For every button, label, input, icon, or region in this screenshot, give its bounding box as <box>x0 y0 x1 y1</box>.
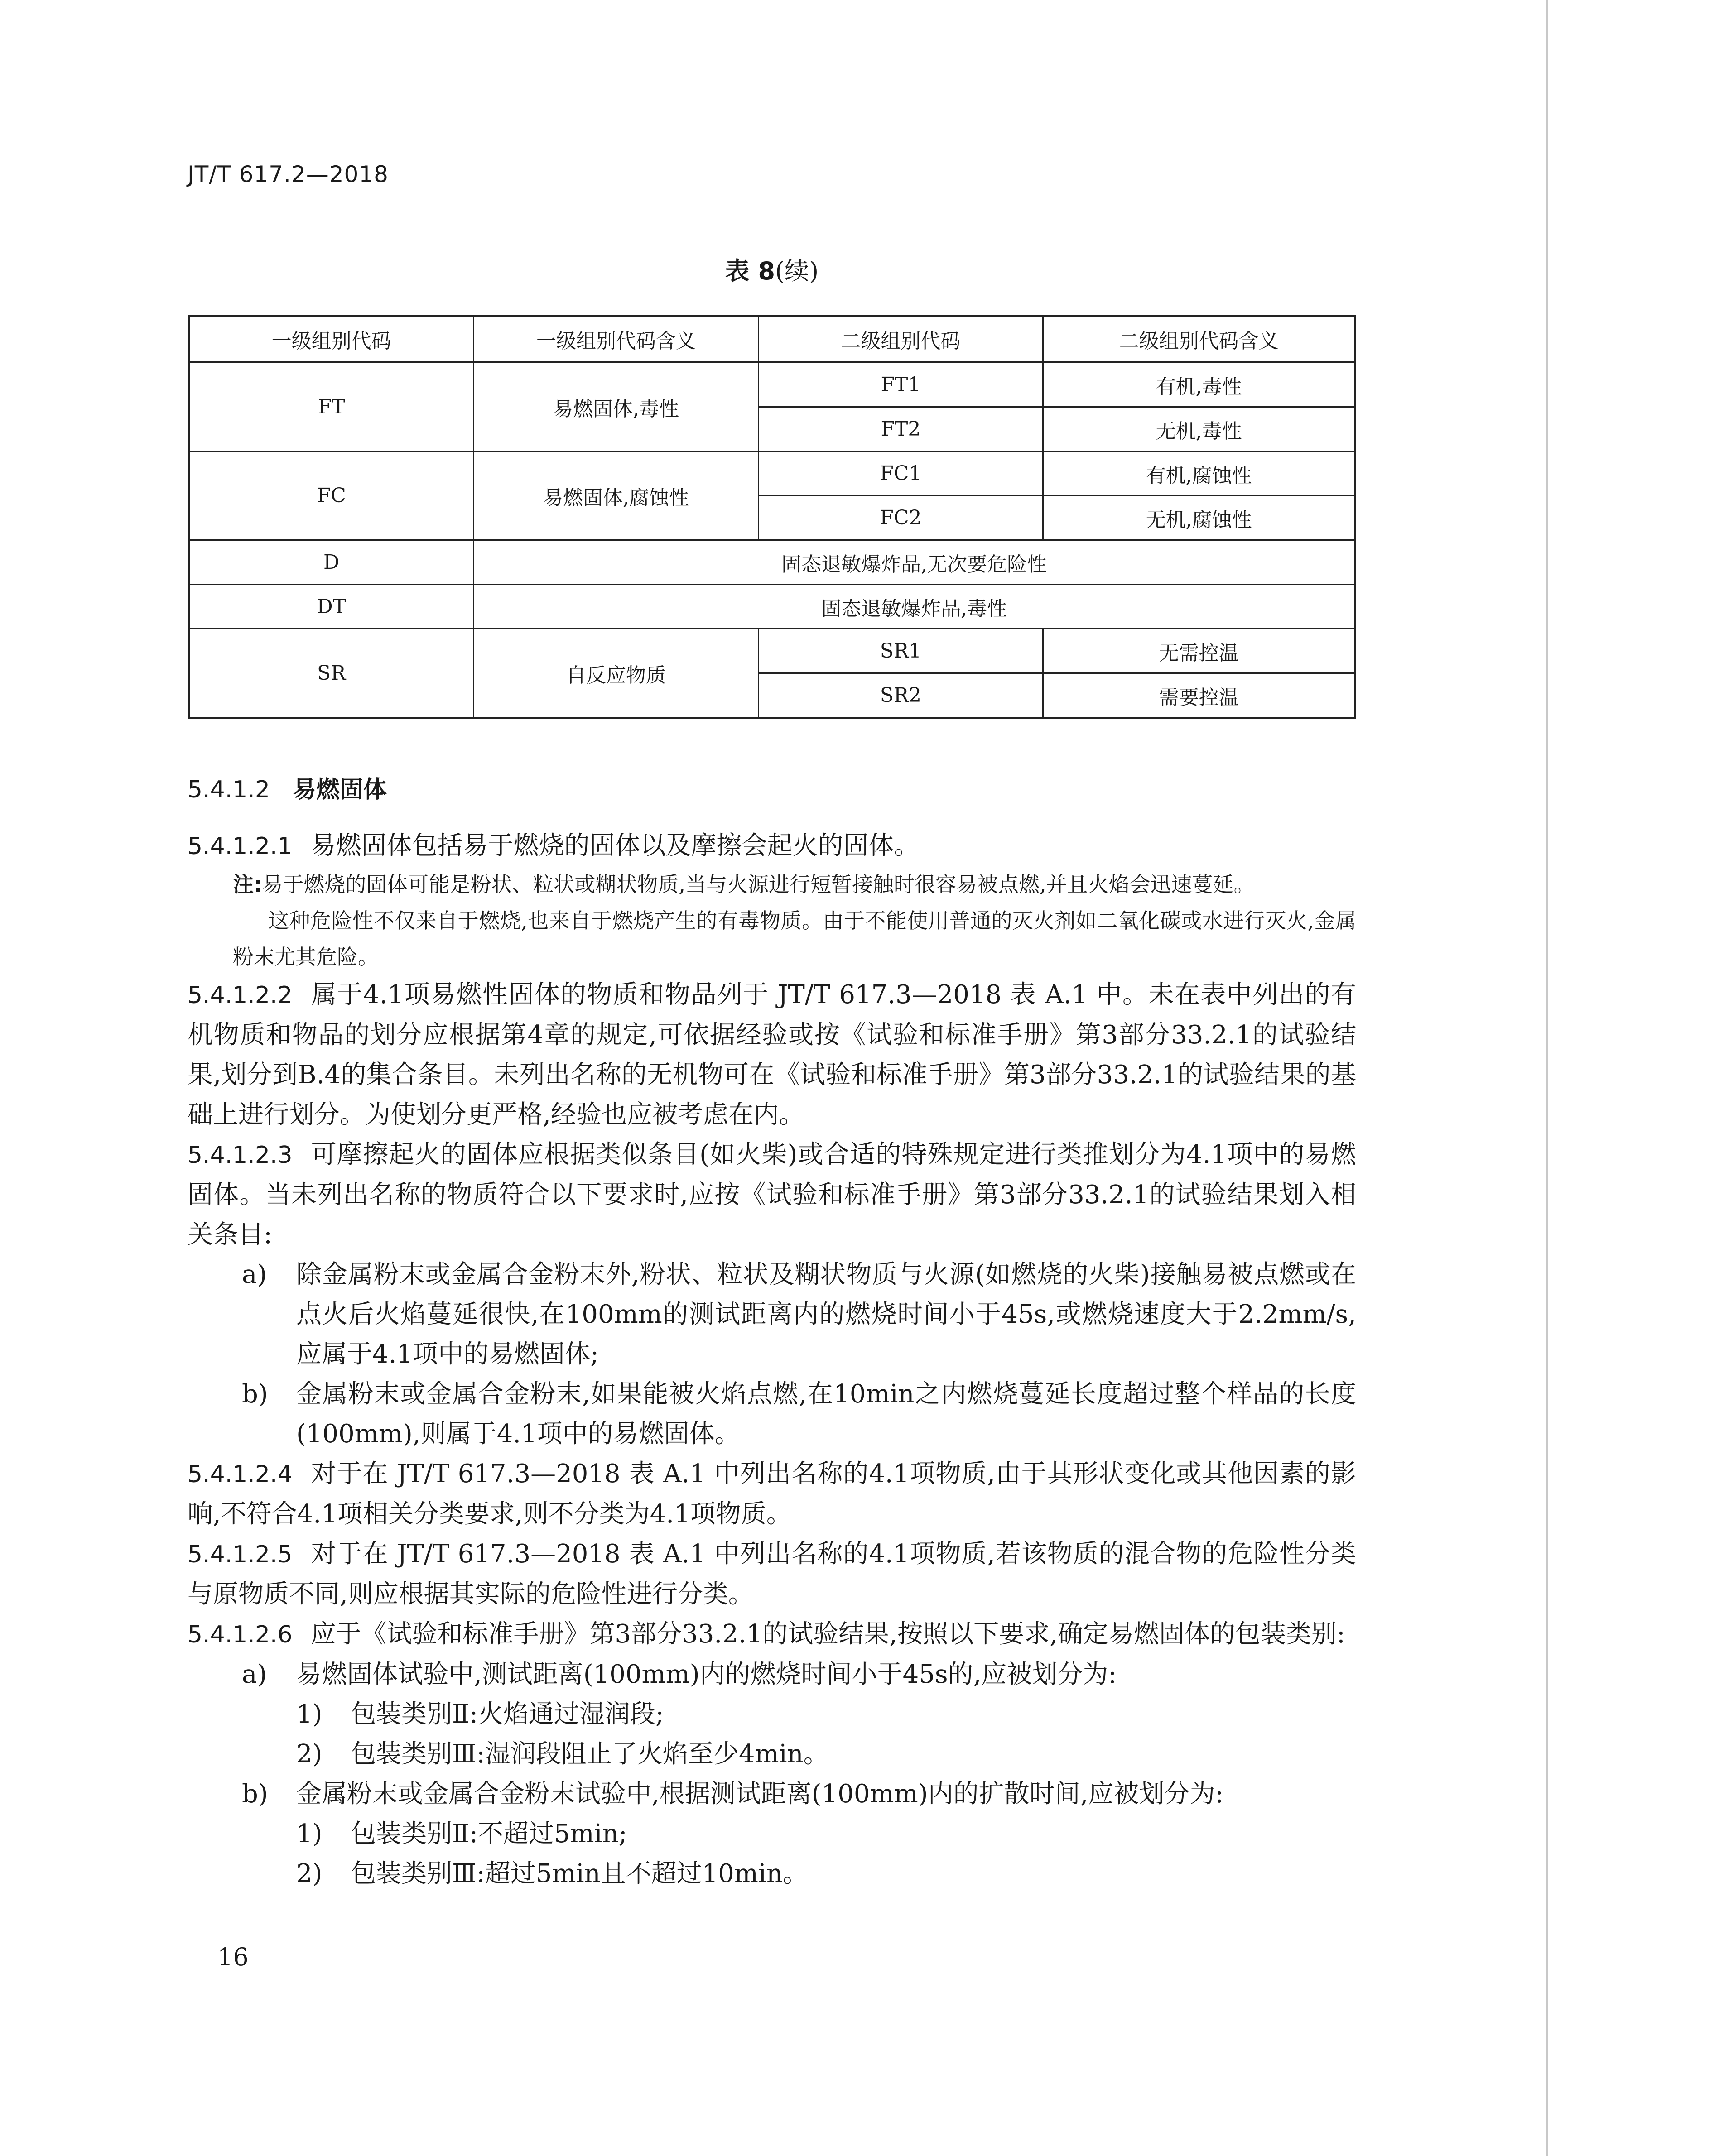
list-item <box>242 1374 1356 1454</box>
list-item <box>242 1774 1356 1814</box>
sub-list-item <box>296 1695 1356 1734</box>
list-marker: 2) <box>296 1859 323 1888</box>
section-number: 5.4.1.2 <box>188 776 270 803</box>
table-header-row <box>189 317 1355 362</box>
list-text: 金属粉末或金属合金粉末,如果能被火焰点燃,在10min之内燃烧蔓延长度超过整个样品的长度(100mm),则属于4.1项中的易燃固体。 <box>296 1379 1356 1449</box>
cell-subcode-ft1: FT1 <box>758 362 1043 407</box>
standard-code: JT/T 617.2—2018 <box>188 161 389 187</box>
sub-list-item <box>296 1854 1356 1894</box>
list-text: 包装类别Ⅱ:火焰通过湿润段; <box>351 1700 664 1729</box>
list-marker: a) <box>242 1660 267 1689</box>
page-edge-divider <box>1546 0 1548 2156</box>
body-text <box>188 770 1356 1894</box>
cell-code-d: D <box>189 540 474 585</box>
clause-number: 5.4.1.2.1 <box>188 833 293 860</box>
cell-code-ft: FT <box>189 362 474 451</box>
table-row <box>189 362 1355 407</box>
table-title-continued: (续) <box>775 257 819 285</box>
table-row <box>189 629 1355 673</box>
table-title-number: 表 8 <box>725 257 775 285</box>
list-item <box>242 1655 1356 1695</box>
cell-subcode-fc1: FC1 <box>758 451 1043 496</box>
cell-subcode-sr1: SR1 <box>758 629 1043 673</box>
cell-submeaning-ft1: 有机,毒性 <box>1043 362 1355 407</box>
clause-text: 应于《试验和标准手册》第3部分33.2.1的试验结果,按照以下要求,确定易燃固体的包装类别: <box>310 1619 1345 1649</box>
cell-meaning-fc: 易燃固体,腐蚀性 <box>474 451 758 540</box>
list-marker: 1) <box>296 1819 323 1849</box>
sub-list-item <box>296 1734 1356 1774</box>
note-block <box>233 866 1356 975</box>
section-heading <box>188 770 1356 810</box>
cell-submeaning-sr2: 需要控温 <box>1043 673 1355 718</box>
note-label: 注: <box>233 872 262 897</box>
list-text: 易燃固体试验中,测试距离(100mm)内的燃烧时间小于45s的,应被划分为: <box>296 1660 1117 1689</box>
cell-submeaning-sr1: 无需控温 <box>1043 629 1355 673</box>
cell-subcode-ft2: FT2 <box>758 407 1043 451</box>
cell-submeaning-fc1: 有机,腐蚀性 <box>1043 451 1355 496</box>
clause-number: 5.4.1.2.2 <box>188 982 293 1009</box>
note-text-cont: 这种危险性不仅来自于燃烧,也来自于燃烧产生的有毒物质。由于不能使用普通的灭火剂如二氧化碳或水进行灭火,金属粉末尤其危险。 <box>233 908 1356 969</box>
col-header-primary-code: 一级组别代码 <box>189 317 474 362</box>
list-marker: 1) <box>296 1700 323 1729</box>
cell-subcode-fc2: FC2 <box>758 496 1043 540</box>
table-row <box>189 451 1355 496</box>
cell-code-sr: SR <box>189 629 474 718</box>
clause-text: 对于在 JT/T 617.3—2018 表 A.1 中列出名称的4.1项物质,由于其形状变化或其他因素的影响,不符合4.1项相关分类要求,则不分类为4.1项物质。 <box>188 1459 1356 1529</box>
list-text: 包装类别Ⅲ:湿润段阻止了火焰至少4min。 <box>351 1739 829 1769</box>
list-marker: b) <box>242 1379 268 1409</box>
cell-code-dt: DT <box>189 585 474 629</box>
list-marker: a) <box>242 1260 267 1289</box>
cell-meaning-sr: 自反应物质 <box>474 629 758 718</box>
list-text: 包装类别Ⅱ:不超过5min; <box>351 1819 627 1849</box>
paragraph-5-4-1-2-3 <box>188 1135 1356 1255</box>
col-header-secondary-code: 二级组别代码 <box>758 317 1043 362</box>
paragraph-5-4-1-2-2 <box>188 975 1356 1135</box>
clause-number: 5.4.1.2.4 <box>188 1461 293 1488</box>
table-row <box>189 585 1355 629</box>
list-marker: b) <box>242 1779 268 1809</box>
note-text: 易于燃烧的固体可能是粉状、粒状或糊状物质,当与火源进行短暂接触时很容易被点燃,并且火焰会迅速蔓延。 <box>262 872 1255 897</box>
table-title <box>188 252 1356 287</box>
list-text: 包装类别Ⅲ:超过5min且不超过10min。 <box>351 1859 808 1888</box>
clause-text: 对于在 JT/T 617.3—2018 表 A.1 中列出名称的4.1项物质,若该物质的混合物的危险性分类与原物质不同,则应根据其实际的危险性进行分类。 <box>188 1539 1356 1609</box>
clause-number: 5.4.1.2.5 <box>188 1541 293 1568</box>
list-marker: 2) <box>296 1739 323 1769</box>
clause-number: 5.4.1.2.3 <box>188 1142 293 1169</box>
list-item <box>242 1255 1356 1374</box>
table-row <box>189 540 1355 585</box>
cell-code-fc: FC <box>189 451 474 540</box>
page-number: 16 <box>217 1943 249 1971</box>
cell-submeaning-ft2: 无机,毒性 <box>1043 407 1355 451</box>
paragraph-5-4-1-2-5 <box>188 1534 1356 1614</box>
paragraph-5-4-1-2-6 <box>188 1614 1356 1655</box>
clause-number: 5.4.1.2.6 <box>188 1621 293 1648</box>
clause-text: 属于4.1项易燃性固体的物质和物品列于 JT/T 617.3—2018 表 A.1 中。未在表中列出的有机物质和物品的划分应根据第4章的规定,可依据经验或按《试验和标准手册》第3部分33.2.1的试验结果,划分到B.4的集合条目。未列出名称的无机物可在《试验和标准手册》第3部分33.2.1的试验结果的基础上进行划分。为使划分更严格,经验也应被考虑在内。 <box>188 980 1356 1129</box>
cell-subcode-sr2: SR2 <box>758 673 1043 718</box>
col-header-primary-meaning: 一级组别代码含义 <box>474 317 758 362</box>
cell-submeaning-fc2: 无机,腐蚀性 <box>1043 496 1355 540</box>
cell-meaning-d: 固态退敏爆炸品,无次要危险性 <box>474 540 1355 585</box>
col-header-secondary-meaning: 二级组别代码含义 <box>1043 317 1355 362</box>
cell-meaning-dt: 固态退敏爆炸品,毒性 <box>474 585 1355 629</box>
paragraph-5-4-1-2-4 <box>188 1454 1356 1534</box>
clause-text: 易燃固体包括易于燃烧的固体以及摩擦会起火的固体。 <box>310 831 920 860</box>
list-text: 除金属粉末或金属合金粉末外,粉状、粒状及糊状物质与火源(如燃烧的火柴)接触易被点燃或在点火后火焰蔓延很快,在100mm的测试距离内的燃烧时间小于45s,或燃烧速度大于2.2mm/s,应属于4.1项中的易燃固体; <box>296 1260 1356 1369</box>
list-text: 金属粉末或金属合金粉末试验中,根据测试距离(100mm)内的扩散时间,应被划分为: <box>296 1779 1224 1809</box>
section-title: 易燃固体 <box>292 776 387 803</box>
classification-table <box>188 315 1356 719</box>
sub-list-item <box>296 1814 1356 1854</box>
clause-text: 可摩擦起火的固体应根据类似条目(如火柴)或合适的特殊规定进行类推划分为4.1项中的易燃固体。当未列出名称的物质符合以下要求时,应按《试验和标准手册》第3部分33.2.1的试验结果划入相关条目: <box>188 1140 1357 1249</box>
paragraph-5-4-1-2-1 <box>188 826 1356 866</box>
cell-meaning-ft: 易燃固体,毒性 <box>474 362 758 451</box>
